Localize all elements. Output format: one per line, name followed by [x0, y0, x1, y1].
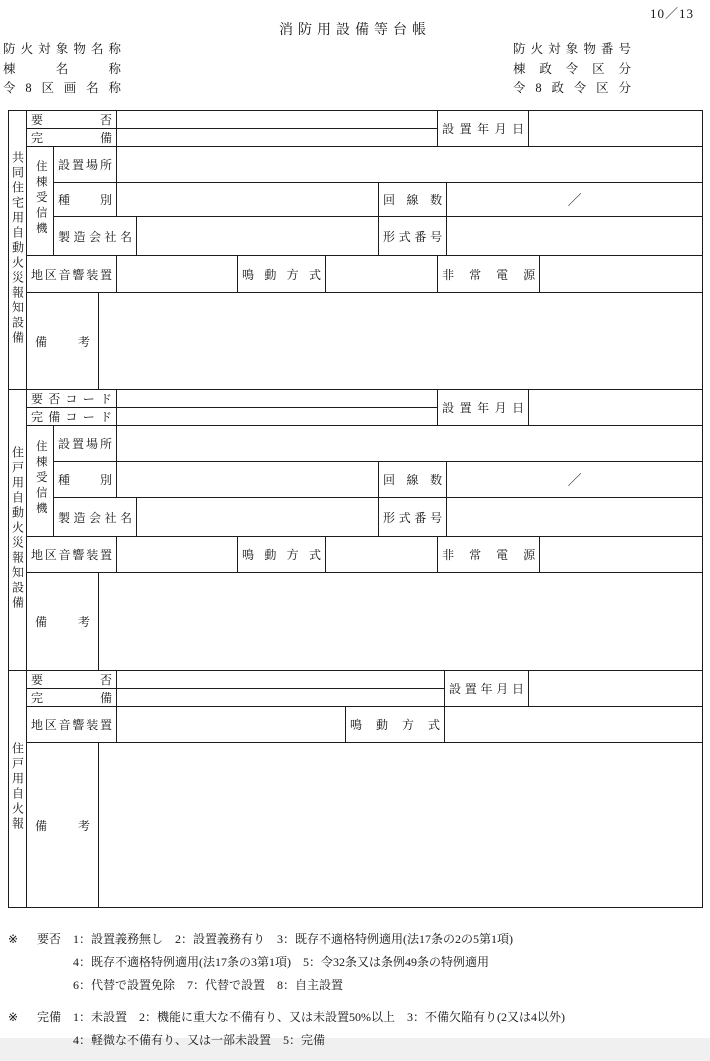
field-district-sounder — [117, 537, 238, 573]
label-sounding-method: 鳴動方式 — [238, 256, 326, 293]
label-property-number: 防火対象物番号 — [513, 42, 631, 56]
note-line: 4：軽微な不備有り、又は一部未設置 5：完備 — [73, 1033, 326, 1047]
legend-notes — [8, 928, 706, 1061]
field-yohi — [117, 111, 438, 129]
label-rei8-compartment-name: 令8区画名称 — [3, 81, 121, 95]
note-line: 1：設置義務無し 2：設置義務有り 3：既存不適格特例適用(法17条の2の5第1項) — [73, 932, 513, 946]
field-type — [117, 183, 379, 217]
note-group-kanbi — [8, 1006, 706, 1052]
ledger-tables — [8, 110, 702, 908]
label-building-name: 棟名称 — [3, 61, 121, 76]
sublabel-text: 住棟受信機 — [34, 440, 47, 518]
section-label-kyodo-jutaku — [9, 111, 27, 390]
field-remarks — [99, 743, 703, 908]
label-manufacturer: 製造会社名 — [54, 498, 137, 537]
note-marker: ※ — [8, 932, 19, 946]
sublabel-juto-jushinki — [27, 426, 54, 537]
header-left-labels — [3, 40, 121, 99]
label-building-ordinance-class: 棟政令区分 — [513, 61, 631, 76]
label-kanbi: 完備 — [27, 129, 117, 147]
note-line: 1：未設置 2：機能に重大な不備有り、又は未設置50%以上 3：不備欠陥有り(2又は4以外) — [73, 1010, 565, 1024]
label-line-count: 回線数 — [379, 462, 447, 498]
section-label-juko-jido — [9, 390, 27, 671]
field-installation-date — [529, 671, 703, 707]
label-emergency-power: 非常電源 — [438, 256, 540, 293]
section-label-text: 住戸用自動火災報知設備 — [10, 445, 25, 611]
note-line: 4：既存不適格特例適用(法17条の3第1項) 5：令32条又は条例49条の特例適用 — [73, 955, 489, 969]
label-district-sounder: 地区音響装置 — [27, 256, 117, 293]
note-term-yohi: 要否 — [37, 932, 62, 946]
sublabel-text: 住棟受信機 — [34, 160, 47, 238]
field-sounding-method — [326, 256, 438, 293]
field-line-count: ／ — [447, 462, 703, 498]
field-emergency-power — [540, 537, 703, 573]
field-installation-place — [117, 147, 703, 183]
label-sounding-method: 鳴動方式 — [238, 537, 326, 573]
field-manufacturer — [137, 217, 379, 256]
field-installation-date — [529, 111, 703, 147]
label-emergency-power: 非常電源 — [438, 537, 540, 573]
label-kanbi-code: 完備コード — [27, 408, 117, 426]
field-district-sounder — [117, 256, 238, 293]
field-type — [117, 462, 379, 498]
field-model-number — [447, 217, 703, 256]
field-remarks — [99, 573, 703, 671]
label-manufacturer: 製造会社名 — [54, 217, 137, 256]
field-kanbi — [117, 689, 445, 707]
label-district-sounder: 地区音響装置 — [27, 707, 117, 743]
note-group-yohi — [8, 928, 706, 997]
label-yohi-code: 要否コード — [27, 390, 117, 408]
label-installation-place: 設置場所 — [54, 147, 117, 183]
label-yohi: 要否 — [27, 671, 117, 689]
label-installation-place: 設置場所 — [54, 426, 117, 462]
label-remarks: 備考 — [27, 573, 99, 671]
section-label-juko-jikaho — [9, 671, 27, 908]
field-installation-date — [529, 390, 703, 426]
label-kanbi: 完備 — [27, 689, 117, 707]
section-label-text: 住戸用自火報 — [10, 742, 25, 832]
label-remarks: 備考 — [27, 743, 99, 908]
note-marker: ※ — [8, 1010, 19, 1024]
field-yohi-code — [117, 390, 438, 408]
label-type: 種別 — [54, 462, 117, 498]
label-district-sounder: 地区音響装置 — [27, 537, 117, 573]
field-manufacturer — [137, 498, 379, 537]
label-installation-date: 設置年月日 — [445, 671, 529, 707]
label-sounding-method: 鳴動方式 — [346, 707, 445, 743]
field-model-number — [447, 498, 703, 537]
section-kyodo-jutaku-table — [8, 110, 703, 390]
section-juko-jikaho-simple-table — [8, 670, 703, 908]
field-district-sounder — [117, 707, 346, 743]
label-rei8-ordinance-class: 令8政令区分 — [513, 81, 631, 95]
field-line-count: ／ — [447, 183, 703, 217]
label-property-name: 防火対象物名称 — [3, 42, 121, 56]
note-line: 6：代替で設置免除 7：代替で設置 8：自主設置 — [73, 978, 344, 992]
label-installation-date: 設置年月日 — [438, 390, 529, 426]
label-yohi: 要否 — [27, 111, 117, 129]
field-sounding-method — [445, 707, 703, 743]
label-model-number: 形式番号 — [379, 217, 447, 256]
page-number: 10／13 — [649, 6, 694, 21]
label-remarks: 備考 — [27, 293, 99, 390]
field-yohi — [117, 671, 445, 689]
label-type: 種別 — [54, 183, 117, 217]
note-term-kanbi: 完備 — [37, 1010, 62, 1024]
field-kanbi-code — [117, 408, 438, 426]
field-remarks — [99, 293, 703, 390]
sublabel-juto-jushinki — [27, 147, 54, 256]
field-emergency-power — [540, 256, 703, 293]
header-right-labels — [513, 40, 631, 99]
label-installation-date: 設置年月日 — [438, 111, 529, 147]
field-sounding-method — [326, 537, 438, 573]
section-label-text: 共同住宅用自動火災報知設備 — [10, 150, 25, 346]
field-installation-place — [117, 426, 703, 462]
label-model-number: 形式番号 — [379, 498, 447, 537]
field-kanbi — [117, 129, 438, 147]
form-title: 消防用設備等台帳 — [279, 23, 431, 38]
section-juko-jikaho-table — [8, 389, 703, 671]
label-line-count: 回線数 — [379, 183, 447, 217]
